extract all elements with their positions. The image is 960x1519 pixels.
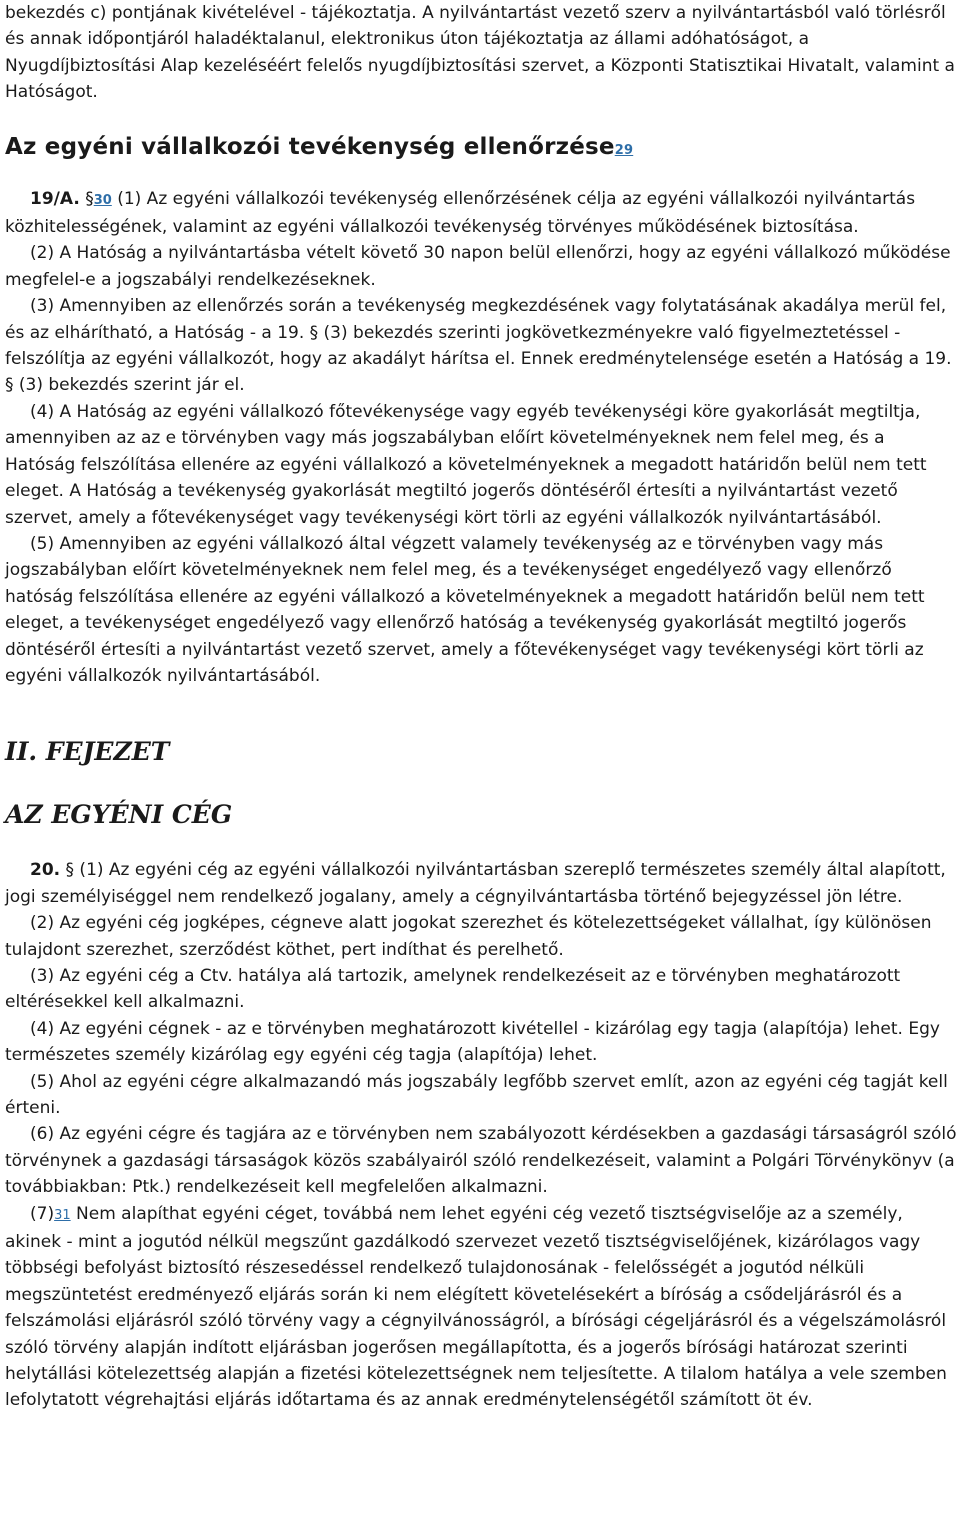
section-sign: § [85,188,94,209]
section-number: 19/A. [30,188,80,209]
paragraph-text: (1) Az egyéni vállalkozói tevékenység ellenőrzésének célja az egyéni vállalkozói nyilvántartás közhitelességének, valamint az egyéni vállalkozói tevékenység törvényes működésének biztosítása. [5,188,916,238]
spacer [5,166,957,186]
paragraph-prefix: (7) [30,1203,55,1224]
paragraph-19a-1 [5,186,957,241]
footnote-link-29[interactable]: 29 [614,142,634,158]
intro-paragraph: bekezdés c) pontjának kivételével - tájékoztatja. A nyilvántartást vezető szerv a nyilvántartásból való törlésről és annak időpontjáról haladéktalanul, elektronikus úton tájékoztatja az állami adóhatóságot, a Nyugdíjbiztosítási Alap kezeléséért felelős nyugdíjbiztosítási szervet, a Központi Statisztikai Hivatalt, valamint a Hatóságot. [5,3,955,103]
section-heading [5,132,957,166]
section-heading-text: Az egyéni vállalkozói tevékenység ellenőrzése [5,133,615,160]
paragraph-19a-4: (4) A Hatóság az egyéni vállalkozó főtevékenysége vagy egyéb tevékenységi köre gyakorlását megtiltja, amennyiben az az e törvényben vagy más jogszabályban előírt követelményeknek nem felel meg, és a Hatóság felszólítása ellenére az egyéni vállalkozó a követelményeknek a megadott határidőn belül nem tett eleget. A Hatóság a tevékenység gyakorlását megtiltó jogerős döntéséről értesíti a nyilvántartást vezető szervet, amely a főtevékenységet vagy tevékenységi kört törli az egyéni vállalkozók nyilvántartásából. [5,401,927,528]
paragraph-20-4: (4) Az egyéni cégnek - az e törvényben meghatározott kivétellel - kizárólag egy tagja (alapítója) lehet. Egy természetes személy kizárólag egy egyéni cég tagja (alapítója) lehet. [5,1018,940,1066]
paragraph-19a-2: (2) A Hatóság a nyilvántartásba vételt követő 30 napon belül ellenőrzi, hogy az egyéni vállalkozó működése megfelel-e a jogszabályi rendelkezéseknek. [5,243,951,290]
footnote-link-30[interactable]: 30 [93,192,112,208]
paragraph-19a-5: (5) Amennyiben az egyéni vállalkozó által végzett valamely tevékenység az e törvényben vagy más jogszabályban előírt követelményeknek nem felel meg, és a tevékenységet engedélyező vagy ellenőrző hatóság felszólítása ellenére az egyéni vállalkozó a követelményeknek a megadott határidőn belül nem tett eleget, a tevékenységet engedélyező vagy ellenőrző hatóság a tevékenység gyakorlását megtiltó jogerős döntéséről értesíti a nyilvántartást vezető szervet, amely a főtevékenységet vagy tevékenységi kört törli az egyéni vállalkozók nyilvántartásából. [5,533,925,686]
section-sign: § [65,860,75,881]
chapter-label: II. FEJEZET [5,737,170,767]
section-number: 20. [30,860,61,881]
footnote-link-31[interactable]: 31 [54,1207,71,1223]
paragraph-text: (1) Az egyéni cég az egyéni vállalkozói nyilvántartásban szereplő természetes személy által alapított, jogi személyiséggel nem rendelkező jogalany, amely a cégnyilvántartásba történő bejegyzéssel jön létre. [5,860,946,907]
chapter-title: AZ EGYÉNI CÉG [5,800,233,830]
paragraph-text: Nem alapíthat egyéni céget, továbbá nem lehet egyéni cég vezető tisztségviselője az a személy, akinek - mint a jogutód nélkül megszűnt gazdálkodó szervezet vezető tisztségviselőjének, kizárólagos vagy többségi befolyást biztosító részesedéssel rendelkező tulajdonosának - felelősségét a jogutód nélküli megszüntetést eredményező eljárás során ki nem elégített követelésekért a bíróság a csődeljárásról és a felszámolási eljárásról szóló törvény vagy a cégnyilvánosságról, a bírósági cégeljárásról és a végelszámolásról szóló törvény alapján indított eljárásban jogerősen megállapította, és a jogerős bírósági határozat szerinti helytállási kötelezettség alapján a fizetési kötelezettségnek nem teljesítette. A tilalom hatálya a vele szemben lefolytatott végrehajtási eljárás időtartama és az annak eredménytelenségétől számított öt év. [5,1203,947,1411]
paragraph-20-1 [5,857,957,910]
paragraph-20-2: (2) Az egyéni cég jogképes, cégneve alatt jogokat szerezhet és kötelezettségeket vállalhat, így különösen tulajdont szerezhet, szerződést köthet, pert indíthat és perelhető. [5,913,932,960]
spacer [5,831,957,857]
paragraph-20-5: (5) Ahol az egyéni cégre alkalmazandó más jogszabály legfőbb szervet említ, azon az egyéni cég tagját kell érteni. [5,1071,948,1118]
paragraph-20-6: (6) Az egyéni cégre és tagjára az e törvényben nem szabályozott kérdésekben a gazdasági társaságról szóló törvénynek a gazdasági társaságok közös szabályairól szóló rendelkezéseit, valamint a Polgári Törvénykönyv (a továbbiakban: Ptk.) rendelkezéseit kell megfelelően alkalmazni. [5,1124,957,1198]
paragraph-20-3: (3) Az egyéni cég a Ctv. hatálya alá tartozik, amelynek rendelkezéseit az e törvényben meghatározott eltérésekkel kell alkalmazni. [5,965,901,1013]
paragraph-20-7 [5,1201,957,1414]
paragraph-19a-3: (3) Amennyiben az ellenőrzés során a tevékenység megkezdésének vagy folytatásának akadálya merül fel, és az elhárítható, a Hatóság - a 19. § (3) bekezdés szerinti jogkövetkezményekre való figyelmeztetéssel - felszólítja az egyéni vállalkozót, hogy az akadályt hárítsa el. Ennek eredménytelensége esetén a Hatóság a 19. § (3) bekezdés szerint jár el. [5,296,952,396]
